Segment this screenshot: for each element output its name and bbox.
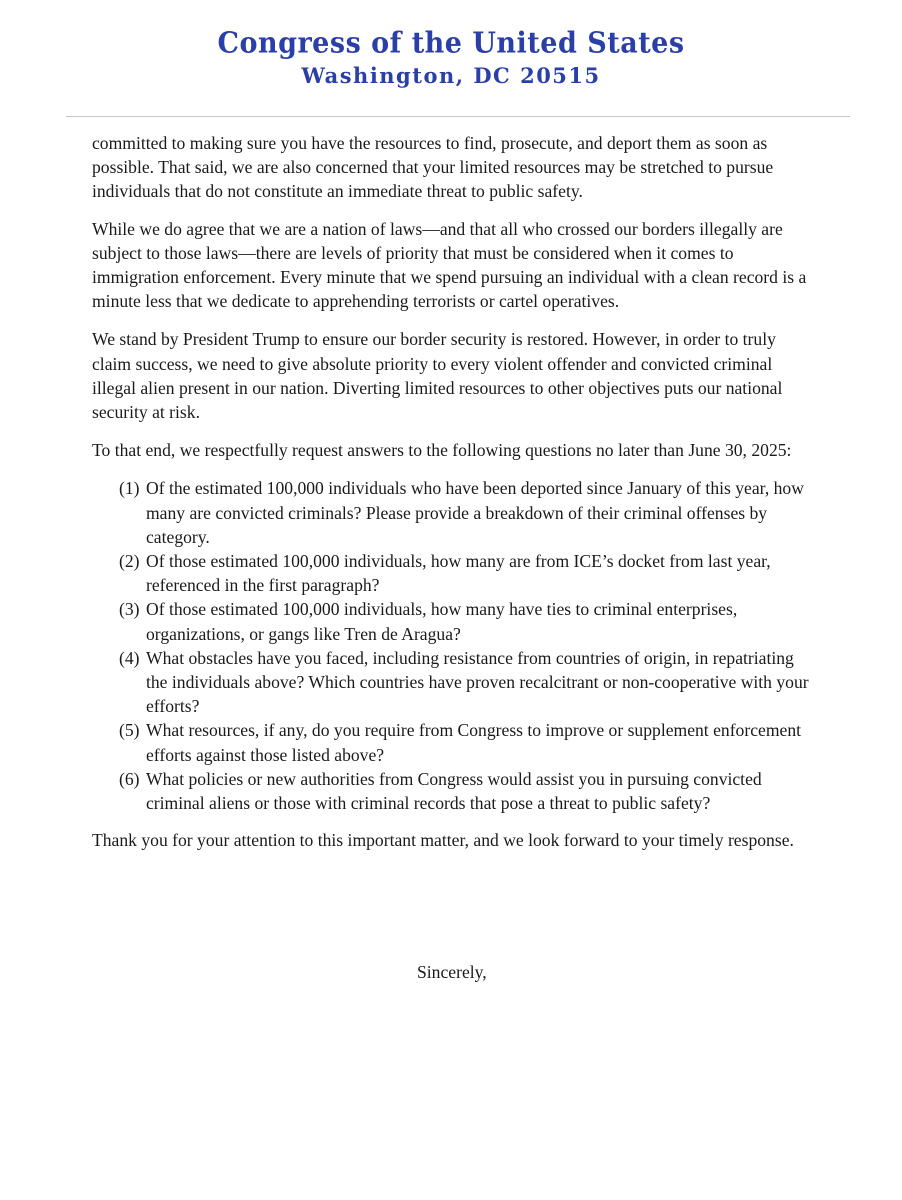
closing-paragraph: Thank you for your attention to this important matter, and we look forward to your timely response. [92,830,794,851]
sign-off: Sincerely, [417,962,487,982]
question-number: (4) [119,647,140,668]
question-number: (6) [119,768,140,789]
question-number: (3) [119,599,140,620]
letter-body [92,131,818,866]
question-text: Of the estimated 100,000 individuals who have been deported since January of this year, how many are convicted criminals? Please provide a breakdown of their criminal offenses by category. [146,478,804,547]
letterhead [0,26,902,90]
paragraph-3: We stand by President Trump to ensure our border security is restored. However, in order to truly claim success, we need to give absolute priority to every violent offender and convicted criminal illegal alien present in our nation. Diverting limited resources to other objectives puts our national security at risk. [92,329,783,423]
paragraph-1: committed to making sure you have the resources to find, prosecute, and deport them as soon as possible. That said, we are also concerned that your limited resources may be stretched to pursue individuals that do not constitute an immediate threat to public safety. [92,133,774,202]
question-item-3 [119,597,818,645]
question-item-6 [119,767,818,815]
header-divider [66,116,850,117]
letterhead-address: Washington, DC 20515 [301,63,601,88]
question-item-1 [119,476,818,549]
question-item-2 [119,549,818,597]
question-text: Of those estimated 100,000 individuals, how many have ties to criminal enterprises, organizations, or gangs like Tren de Aragua? [146,599,738,644]
paragraph-2: While we do agree that we are a nation of laws—and that all who crossed our borders illegally are subject to those laws—there are levels of priority that must be considered when it comes to immigration enforcement. Every minute that we spend pursuing an individual with a clean record is a minute less that we dedicate to apprehending terrorists or cartel operatives. [92,218,807,312]
letterhead-title: Congress of the United States [217,26,685,61]
question-item-5 [119,718,818,766]
question-item-4 [119,646,818,719]
question-text: Of those estimated 100,000 individuals, how many are from ICE’s docket from last year, referenced in the first paragraph? [146,551,771,596]
question-text: What obstacles have you faced, including resistance from countries of origin, in repatriating the individuals above? Which countries have proven recalcitrant or non-cooperative with your efforts? [146,647,809,717]
question-text: What resources, if any, do you require from Congress to improve or supplement enforcement efforts against those listed above? [146,720,802,765]
question-list [92,476,818,815]
question-number: (5) [119,720,140,741]
question-text: What policies or new authorities from Congress would assist you in pursuing convicted criminal aliens or those with criminal records that pose a threat to public safety? [146,768,762,814]
question-number: (1) [119,478,140,499]
paragraph-4: To that end, we respectfully request answers to the following questions no later than June 30, 2025: [92,440,792,461]
question-number: (2) [119,551,140,572]
